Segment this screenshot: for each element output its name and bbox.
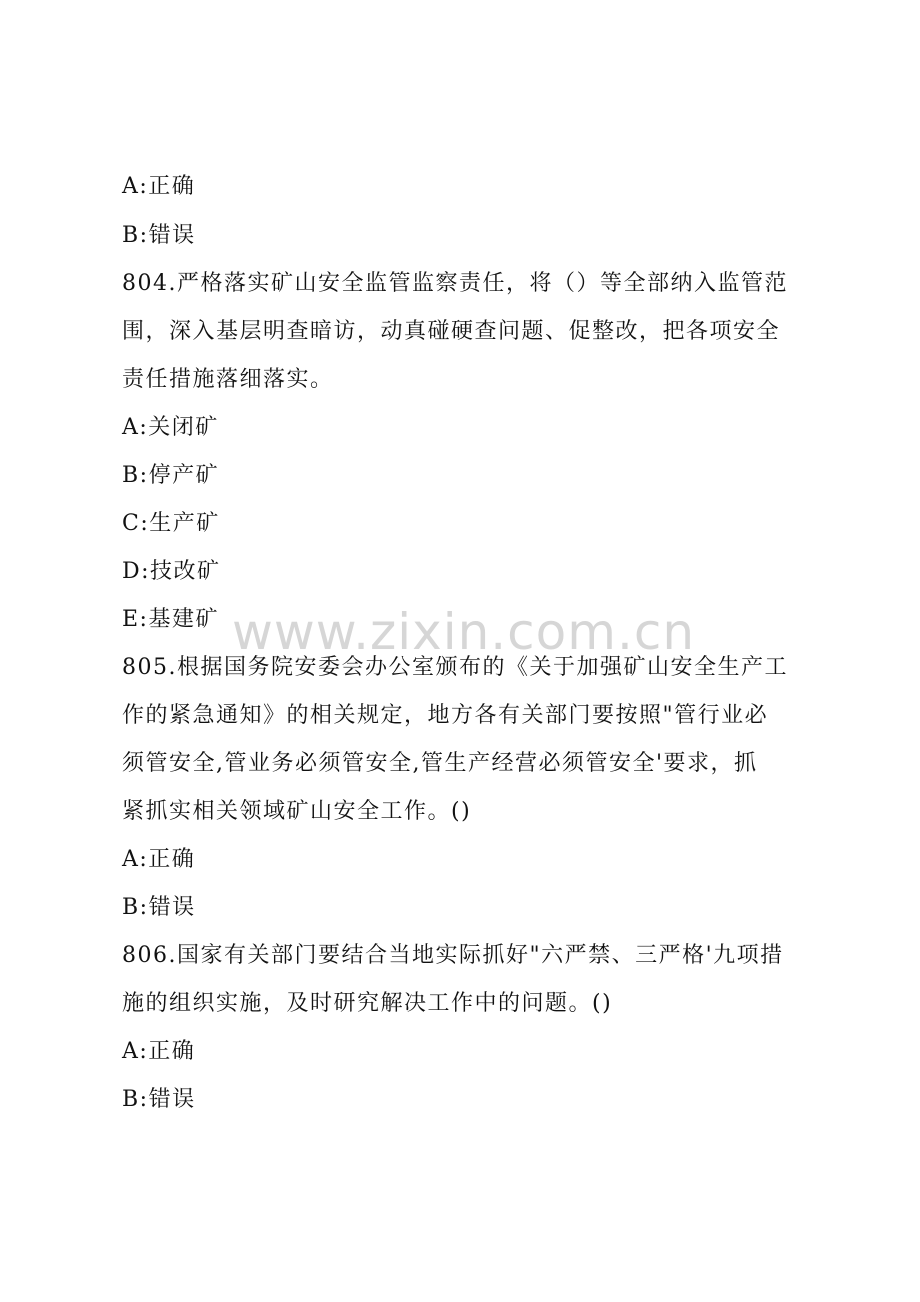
q805-text-line-2: 作的紧急通知》的相关规定，地方各有关部门要按照"管行业必 — [122, 703, 769, 728]
q805-text-line-4: 紧抓实相关领域矿山安全工作。() — [122, 799, 472, 824]
q806-option-b: B:错误 — [122, 1087, 196, 1112]
watermark: www.zixin.com.cn — [232, 603, 696, 661]
q805-option-b: B:错误 — [122, 895, 196, 920]
q804-option-d: D:技改矿 — [122, 559, 221, 584]
q806-text-line-1: 806.国家有关部门要结合当地实际抓好"六严禁、三严格'九项措 — [122, 943, 784, 968]
q804-option-e: E:基建矿 — [122, 607, 219, 632]
q804-text-line-1: 804.严格落实矿山安全监管监察责任，将（）等全部纳入监管范 — [122, 271, 788, 296]
q806-text-line-2: 施的组织实施，及时研究解决工作中的问题。() — [122, 991, 613, 1016]
q804-option-a: A:关闭矿 — [122, 415, 219, 440]
q803-option-b: B:错误 — [122, 223, 196, 248]
q806-option-a: A:正确 — [122, 1039, 196, 1064]
q804-option-b: B:停产矿 — [122, 463, 220, 488]
q805-text-line-1: 805.根据国务院安委会办公室颁布的《关于加强矿山安全生产工 — [122, 655, 788, 680]
q803-option-a: A:正确 — [122, 174, 196, 199]
q805-option-a: A:正确 — [122, 847, 196, 872]
q805-text-line-3: 须管安全,管业务必须管安全,管生产经营必须管安全'要求，抓 — [122, 751, 758, 776]
q804-option-c: C:生产矿 — [122, 511, 220, 536]
q804-text-line-3: 责任措施落细落实。 — [122, 367, 334, 392]
q804-text-line-2: 围，深入基层明查暗访，动真碰硬查问题、促整改，把各项安全 — [122, 319, 781, 344]
